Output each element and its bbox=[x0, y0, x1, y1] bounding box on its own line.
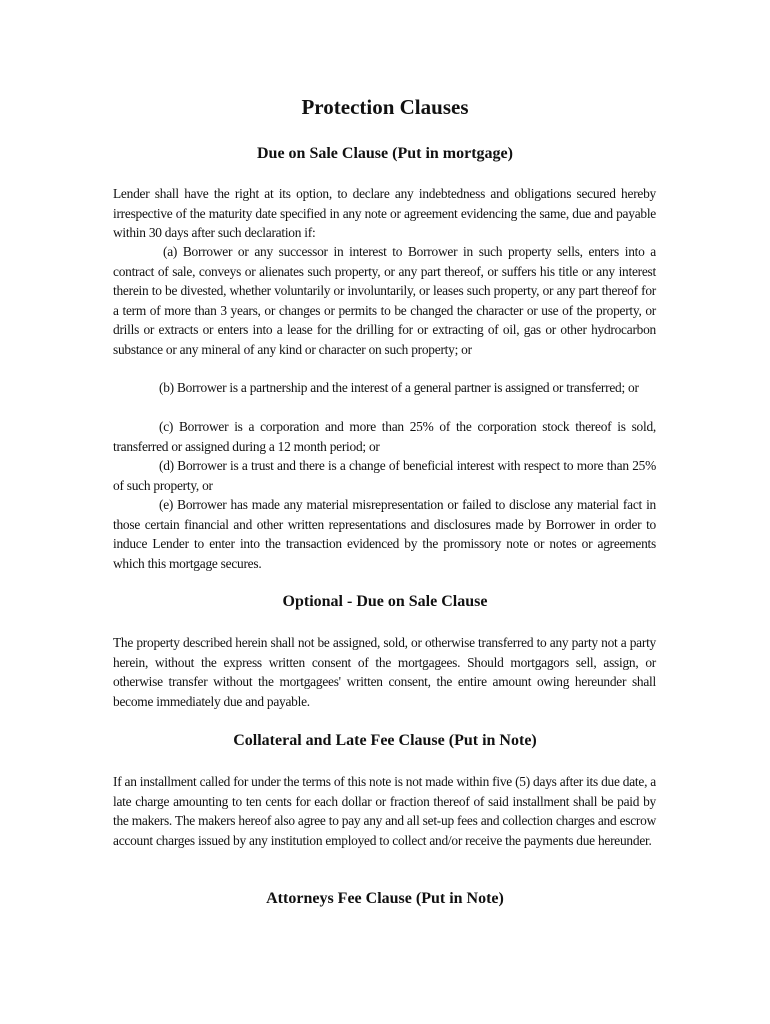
optional-due-on-sale-body: The property described herein shall not be assigned, sold, or otherwise transferred to any party not a party herein, without the express written consent of the mortgagees. Should mortgagors sell, assign, or otherwise transfer without the mortgagees' written consent, the entire amount owing hereunder shall become immediately due and payable. bbox=[113, 635, 656, 709]
document-title: Protection Clauses bbox=[301, 95, 469, 119]
section-heading-due-on-sale: Due on Sale Clause (Put in mortgage) bbox=[257, 145, 513, 162]
section-heading-optional-due-on-sale: Optional - Due on Sale Clause bbox=[282, 593, 488, 610]
section-heading-attorneys-fee: Attorneys Fee Clause (Put in Note) bbox=[266, 890, 504, 907]
clause-item-c: (c) Borrower is a corporation and more than 25% of the corporation stock thereof is sold, transferred or assigned during a 12 month period; or bbox=[113, 419, 656, 454]
clause-item-a: (a) Borrower or any successor in interest to Borrower in such property sells, enters into a contract of sale, conveys or alienates such property, or any part thereof, or suffers his title or any interest therein to be divested, whether voluntarily or involuntarily, or leases such property, or any part thereof for a term of more than 3 years, or changes or permits to be changed the character or use of the property, or drills or extracts or enters into a lease for the drilling for or extracting of oil, gas or other hydrocarbon substance or any mineral of any kind or character on such property; or bbox=[113, 244, 656, 357]
clause-item-d: (d) Borrower is a trust and there is a change of beneficial interest with respect to more than 25% of such property, or bbox=[113, 458, 656, 493]
section-heading-collateral-late-fee: Collateral and Late Fee Clause (Put in Note) bbox=[233, 732, 537, 749]
collateral-late-fee-body: If an installment called for under the terms of this note is not made within five (5) days after its due date, a late charge amounting to ten cents for each dollar or fraction thereof of said installment shall be paid by the makers. The makers hereof also agree to pay any and all set-up fees and collection charges and escrow account charges issued by any institution employed to collect and/or receive the payments due hereunder. bbox=[113, 774, 656, 848]
clause-item-e: (e) Borrower has made any material misrepresentation or failed to disclose any material fact in those certain financial and other written representations and disclosures made by Borrower in order to induce Lender to enter into the transaction evidenced by the promissory note or notes or agreements which this mortgage secures. bbox=[113, 497, 656, 571]
due-on-sale-intro: Lender shall have the right at its option, to declare any indebtedness and obligations secured hereby irrespective of the maturity date specified in any note or agreement evidencing the same, due and payable within 30 days after such declaration if: bbox=[113, 186, 656, 240]
clause-item-b: (b) Borrower is a partnership and the interest of a general partner is assigned or transferred; or bbox=[159, 380, 639, 395]
